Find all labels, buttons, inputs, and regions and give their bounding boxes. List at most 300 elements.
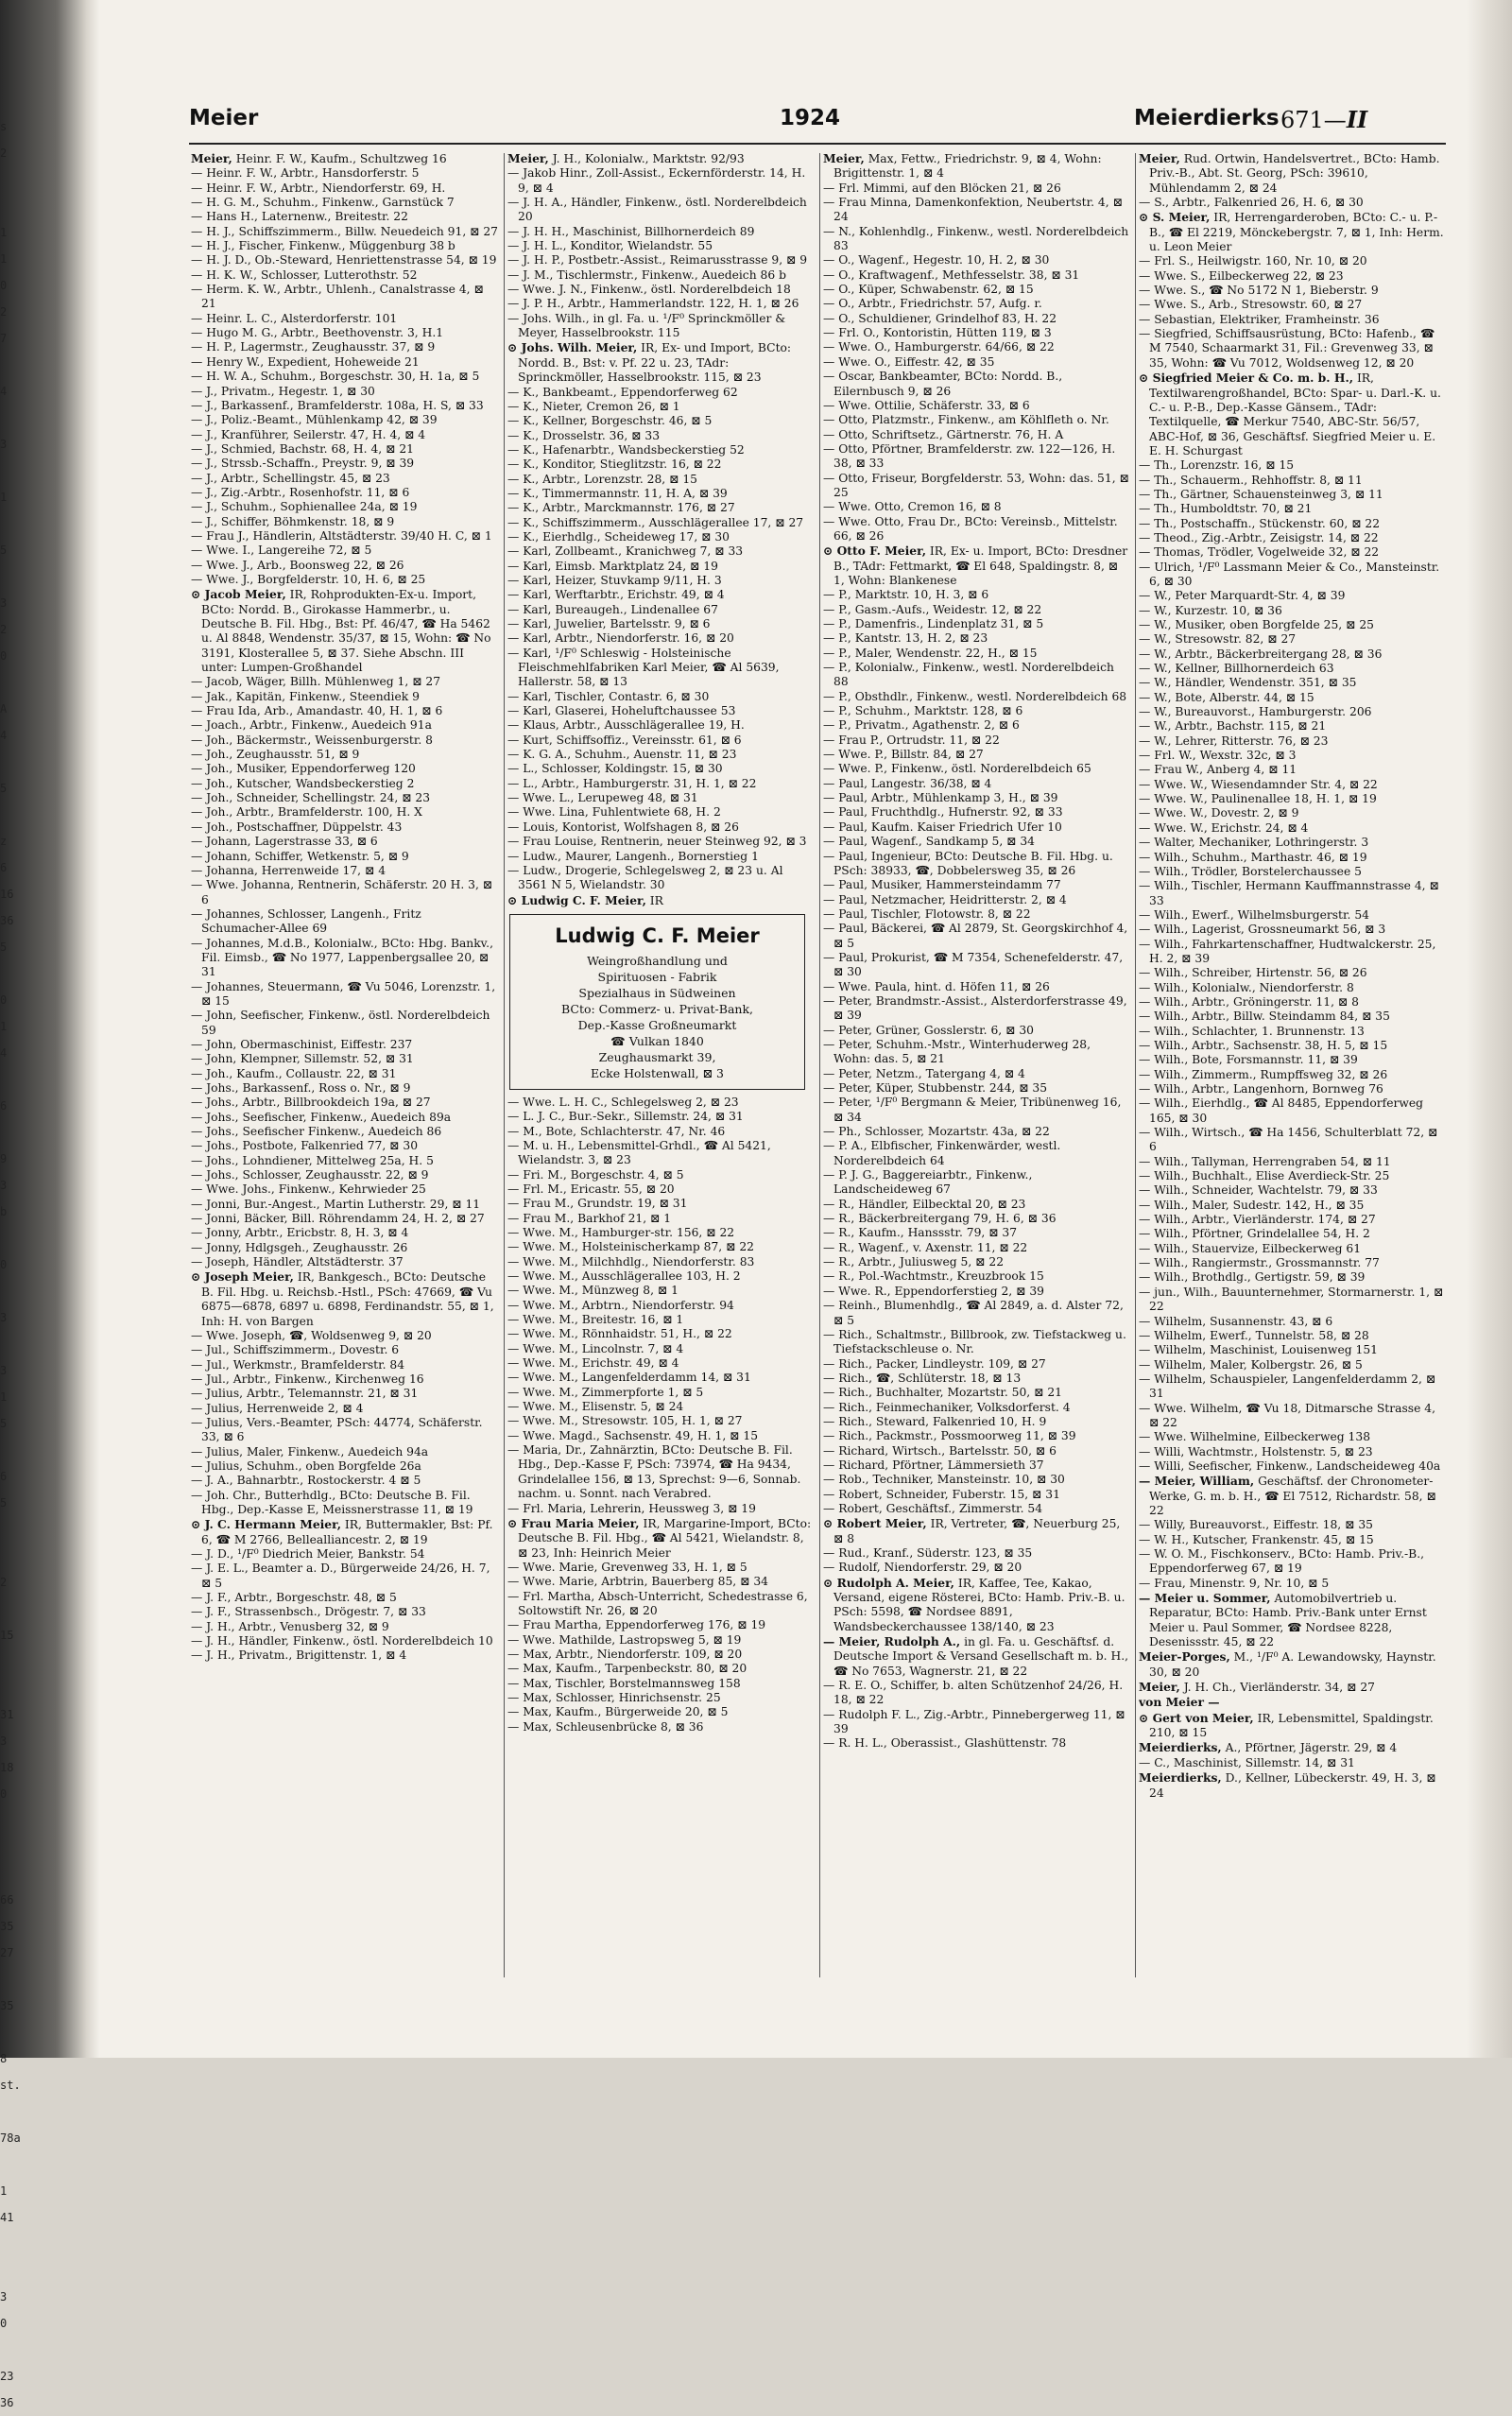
directory-entry: — Willy, Bureauvorst., Eiffestr. 18, ⊠ 35 — [1139, 1518, 1373, 1532]
directory-entry: — W., Kellner, Billhornerdeich 63 — [1139, 662, 1334, 676]
directory-entry: — Karl, Eimsb. Marktplatz 24, ⊠ 19 — [507, 559, 718, 573]
directory-entry: — Wwe. Marie, Arbtrin, Bauerberg 85, ⊠ 34 — [507, 1575, 768, 1589]
directory-entry: — K., Konditor, Stieglitzstr. 16, ⊠ 22 — [507, 457, 722, 472]
directory-entry: — Frl. W., Wexstr. 32c, ⊠ 3 — [1139, 749, 1297, 763]
advertisement-line: Weingroßhandlung und — [587, 953, 728, 968]
directory-entry: — Frl. M., Ericastr. 55, ⊠ 20 — [507, 1182, 675, 1196]
directory-entry: — P. A., Elbfischer, Finkenwärder, westl. Norderelbdeich 64 — [823, 1139, 1061, 1167]
directory-entry: — Wwe. J. N., Finkenw., östl. Norderelbdeich 18 — [507, 283, 791, 297]
directory-entry: — Wilhelm, Susannenstr. 43, ⊠ 6 — [1139, 1314, 1333, 1328]
header-right-keyword: Meierdierks — [1134, 106, 1280, 130]
directory-entry: — R., Kaufm., Hanssstr. 79, ⊠ 37 — [823, 1226, 1018, 1240]
directory-entry: Meier, J. H. Ch., Vierländerstr. 34, ⊠ 27 — [1139, 1680, 1375, 1695]
directory-entry: — Wwe. Wilhelmine, Eilbeckerweg 138 — [1139, 1430, 1371, 1444]
directory-entry: — Frau Minna, Damenkonfektion, Neubertstr. 4, ⊠ 24 — [823, 196, 1123, 224]
directory-entry: — M., Bote, Schlachterstr. 47, Nr. 46 — [507, 1124, 726, 1138]
directory-entry: — J., Kranführer, Seilerstr. 47, H. 4, ⊠ 4 — [191, 427, 426, 441]
directory-entry: — Wwe. Johs., Finkenw., Kehrwieder 25 — [191, 1182, 426, 1197]
directory-entry: — J., Arbtr., Schellingstr. 45, ⊠ 23 — [191, 471, 390, 485]
directory-entry: — Wwe. J., Arb., Boonsweg 22, ⊠ 26 — [191, 558, 404, 572]
directory-entry: — Wwe. M., Zimmerpforte 1, ⊠ 5 — [507, 1385, 704, 1399]
directory-entry: — Johs., Postbote, Falkenried 77, ⊠ 30 — [191, 1139, 419, 1153]
directory-entry: — N., Kohlenhdlg., Finkenw., westl. Norderelbdeich 83 — [823, 224, 1129, 253]
directory-entry: ⊙ Rudolph A. Meier, IR, Kaffee, Tee, Kakao, Versand, eigene Rösterei, BCto: Hamb. Priv.-B. u. PSch: 5598, ☎ Nordsee 8891, Wandsbeckerchaussee 138/140, ⊠ 23 — [823, 1575, 1125, 1633]
directory-entry: — Wilhelm, Ewerf., Tunnelstr. 58, ⊠ 28 — [1139, 1328, 1369, 1342]
directory-entry: — J. H. P., Postbetr.-Assist., Reimarusstrasse 9, ⊠ 9 — [507, 253, 808, 267]
advertisement-line: Spezialhaus in Südweinen — [578, 985, 736, 1000]
directory-entry: — K., Nieter, Cremon 26, ⊠ 1 — [507, 399, 680, 413]
advertisement-box — [509, 914, 805, 1090]
directory-entry: — Wilh., Tischler, Hermann Kauffmannstrasse 4, ⊠ 33 — [1139, 879, 1439, 907]
directory-entry: — Robert, Schneider, Fuberstr. 15, ⊠ 31 — [823, 1487, 1060, 1501]
directory-entry: — Wwe. Otto, Frau Dr., BCto: Vereinsb., Mittelstr. 66, ⊠ 26 — [823, 514, 1118, 543]
entry-name-bold: ⊙ Rudolph A. Meier, — [823, 1575, 954, 1590]
directory-entry: — W., Arbtr., Bachstr. 115, ⊠ 21 — [1139, 719, 1327, 733]
directory-entry: ⊙ Jacob Meier, IR, Rohprodukten-Ex-u. Import, BCto: Nordd. B., Girokasse Hammerbr., u. Deutsche B. Fil. Hbg., Bst: Pf. 46/47, ☎ Ha 5462 u. Al 8848, Wendenstr. 35/37, ⊠ 15, Wohn: ☎ No 3191, Klosterallee 5, ⊠ 37. Siehe Abschn. III unter: Lumpen-Großhandel — [191, 587, 491, 675]
directory-entry: — O., Schuldiener, Grindelhof 83, H. 22 — [823, 311, 1057, 325]
column-divider — [504, 153, 505, 1977]
directory-entry: — Ludw., Maurer, Langenh., Bornerstieg 1 — [507, 849, 759, 863]
directory-entry: — Wwe. W., Wiesendamnder Str. 4, ⊠ 22 — [1139, 777, 1378, 791]
directory-entry: — R., Händler, Eilbecktal 20, ⊠ 23 — [823, 1197, 1026, 1211]
directory-entry: — Karl, Bureaugeh., Lindenallee 67 — [507, 602, 718, 616]
directory-entry: — J. M., Tischlermstr., Finkenw., Auedeich 86 b — [507, 267, 786, 282]
directory-entry: — Peter, Schuhm.-Mstr., Winterhuderweg 28, Wohn: das. 5, ⊠ 21 — [823, 1037, 1091, 1066]
directory-entry: — Frl. S., Heilwigstr. 160, Nr. 10, ⊠ 20 — [1139, 254, 1367, 268]
directory-entry: — Johs., Lohndiener, Mittelweg 25a, H. 5 — [191, 1153, 434, 1167]
directory-entry: — Otto, Platzmstr., Finkenw., am Köhlfleth o. Nr. — [823, 413, 1109, 427]
directory-entry: — Rud., Kranf., Süderstr. 123, ⊠ 35 — [823, 1546, 1033, 1560]
directory-entry: — Ulrich, ¹/F⁰ Lassmann Meier & Co., Mansteinstr. 6, ⊠ 30 — [1139, 560, 1440, 588]
directory-entry: — Frau P., Ortrudstr. 11, ⊠ 22 — [823, 733, 1000, 747]
directory-entry: — Jul., Werkmstr., Bramfelderstr. 84 — [191, 1357, 405, 1372]
directory-entry: — Frau M., Grundstr. 19, ⊠ 31 — [507, 1197, 688, 1211]
directory-entry: — W., Peter Marquardt-Str. 4, ⊠ 39 — [1139, 589, 1346, 603]
directory-entry: — J. H. H., Maschinist, Billhornerdeich 89 — [507, 224, 755, 238]
directory-entry: — Wwe. M., Lincolnstr. 7, ⊠ 4 — [507, 1341, 684, 1355]
directory-entry: — H. K. W., Schlosser, Lutterothstr. 52 — [191, 267, 418, 282]
directory-entry: Meier, Max, Fettw., Friedrichstr. 9, ⊠ 4, Wohn: Brigittenstr. 1, ⊠ 4 — [823, 151, 1102, 181]
directory-entry: — J. H., Arbtr., Venusberg 32, ⊠ 9 — [191, 1619, 389, 1633]
directory-column-4 — [1139, 151, 1446, 1980]
entry-name-bold: Meier, — [1139, 151, 1180, 165]
directory-entry: — Rich., ☎, Schlüterstr. 18, ⊠ 13 — [823, 1371, 1022, 1385]
directory-entry: ⊙ Johs. Wilh. Meier, IR, Ex- und Import, BCto: Nordd. B., Bst: v. Pf. 22 u. 23, TAdr: Sprinckmöller, Hasselbrookstr. 115, ⊠ 23 — [507, 340, 792, 385]
directory-entry: — W., Kurzestr. 10, ⊠ 36 — [1139, 603, 1282, 617]
directory-entry: — Johs. Wilh., in gl. Fa. u. ¹/F⁰ Sprinckmöller & Meyer, Hasselbrookstr. 115 — [507, 311, 786, 340]
directory-entry: — Wwe. O., Eiffestr. 42, ⊠ 35 — [823, 354, 995, 369]
directory-entry: — Wwe. M., Ausschlägerallee 103, H. 2 — [507, 1269, 741, 1283]
directory-entry: — Wwe. M., Erichstr. 49, ⊠ 4 — [507, 1356, 679, 1371]
directory-entry: — Wwe. M., Holsteinischerkamp 87, ⊠ 22 — [507, 1240, 754, 1254]
entry-name-bold: ⊙ Ludwig C. F. Meier, — [507, 892, 646, 907]
directory-entry: — Wwe. M., Rönnhaidstr. 51, H., ⊠ 22 — [507, 1327, 732, 1341]
directory-entry: — Wilh., Schuhm., Marthastr. 46, ⊠ 19 — [1139, 850, 1367, 864]
directory-entry: — Frl. Mimmi, auf den Blöcken 21, ⊠ 26 — [823, 181, 1061, 195]
header-year: 1924 — [780, 106, 841, 130]
directory-entry: — H. P., Lagermstr., Zeughausstr. 37, ⊠ 9 — [191, 340, 436, 354]
directory-entry: — J., Schuhm., Sophienallee 24a, ⊠ 19 — [191, 500, 418, 514]
directory-entry: ⊙ Robert Meier, IR, Vertreter, ☎, Neuerburg 25, ⊠ 8 — [823, 1516, 1121, 1545]
directory-entry: — Joh., Schneider, Schellingstr. 24, ⊠ 23 — [191, 791, 431, 805]
advertisement-line: Ecke Holstenwall, ⊠ 3 — [591, 1065, 724, 1080]
directory-entry: — Jonny, Arbtr., Ericbstr. 8, H. 3, ⊠ 4 — [191, 1226, 409, 1240]
directory-entry: — Wwe. J., Borgfelderstr. 10, H. 6, ⊠ 25 — [191, 572, 426, 586]
directory-entry: — Hugo M. G., Arbtr., Beethovenstr. 3, H.1 — [191, 326, 444, 340]
directory-entry: — W., Stresowstr. 82, ⊠ 27 — [1139, 632, 1297, 647]
directory-entry: — J. F., Arbtr., Borgeschstr. 48, ⊠ 5 — [191, 1591, 397, 1605]
entry-name-bold: Meier, — [191, 151, 232, 165]
directory-entry: — Meier, Rudolph A., in gl. Fa. u. Geschäftsf. d. Deutsche Import & Versand Gesellschaft m. b. H., ☎ No 7653, Wagnerstr. 21, ⊠ 22 — [823, 1634, 1129, 1678]
directory-entry: — Karl, Tischler, Contastr. 6, ⊠ 30 — [507, 689, 710, 703]
previous-page-edge-text: s 2 1 1 0 2 7 4 3 1 5 3 2 0 A 4 5 z 6 16 36 5 0 1 4 6 9 3 b 0 3 3 1 5 6 5 2 15 31 3 18 0 66 35 27 35 8 st. 78a 1 41 3 0 23 36 — [0, 120, 21, 2409]
directory-entry: — P., Kantstr. 13, H. 2, ⊠ 23 — [823, 631, 988, 646]
entry-name-bold: Meierdierks, — [1139, 1740, 1222, 1755]
directory-entry: — Willi, Wachtmstr., Holstenstr. 5, ⊠ 23 — [1139, 1444, 1373, 1458]
directory-entry: — Wilh., Trödler, Borstelerchaussee 5 — [1139, 864, 1362, 878]
directory-entry: — J., Schiffer, Böhmkenstr. 18, ⊠ 9 — [191, 514, 395, 528]
directory-entry: — K., Schiffszimmerm., Ausschlägerallee 17, ⊠ 27 — [507, 515, 804, 529]
directory-entry: — Wwe. Otto, Cremon 16, ⊠ 8 — [823, 500, 1002, 514]
directory-entry: Meier, Rud. Ortwin, Handelsvertret., BCto: Hamb. Priv.-B., Abt. St. Georg, PSch: 39610, Mühlendamm 2, ⊠ 24 — [1139, 151, 1440, 195]
directory-entry: — Max, Schleusenbrücke 8, ⊠ 36 — [507, 1719, 704, 1734]
directory-entry: — Julius, Vers.-Beamter, PSch: 44774, Schäferstr. 33, ⊠ 6 — [191, 1415, 483, 1444]
directory-entry: — Louis, Kontorist, Wolfshagen 8, ⊠ 26 — [507, 820, 739, 834]
directory-entry: — Jonni, Bur.-Angest., Martin Lutherstr. 29, ⊠ 11 — [191, 1197, 481, 1211]
directory-entry: — J., Zig.-Arbtr., Rosenhofstr. 11, ⊠ 6 — [191, 485, 410, 499]
column-divider — [1135, 153, 1136, 1977]
directory-entry: — J., Strssb.-Schaffn., Preystr. 9, ⊠ 39 — [191, 457, 415, 471]
directory-entry: — Joh., Kaufm., Collaustr. 22, ⊠ 31 — [191, 1066, 397, 1080]
directory-entry: — Wwe. Lina, Fuhlentwiete 68, H. 2 — [507, 805, 721, 820]
directory-entry: — P., Marktstr. 10, H. 3, ⊠ 6 — [823, 588, 989, 602]
directory-entry: — J. D., ¹/F⁰ Diedrich Meier, Bankstr. 54 — [191, 1547, 425, 1561]
directory-entry: — Johs., Arbtr., Billbrookdeich 19a, ⊠ 27 — [191, 1096, 431, 1110]
directory-entry: — P., Kolonialw., Finkenw., westl. Norderelbdeich 88 — [823, 661, 1114, 689]
directory-entry: — R., Bäckerbreitergang 79, H. 6, ⊠ 36 — [823, 1212, 1057, 1226]
directory-entry: — K., Arbtr., Lorenzstr. 28, ⊠ 15 — [507, 472, 697, 486]
entry-name-bold: — Meier, Rudolph A., — [823, 1634, 961, 1649]
directory-entry: — Ludw., Drogerie, Schlegelsweg 2, ⊠ 23 u. Al 3561 N 5, Wielandstr. 30 — [507, 863, 783, 892]
directory-entry: — Robert, Geschäftsf., Zimmerstr. 54 — [823, 1501, 1043, 1515]
directory-entry: — J. H., Privatm., Brigittenstr. 1, ⊠ 4 — [191, 1648, 407, 1663]
directory-entry: — Wwe. W., Dovestr. 2, ⊠ 9 — [1139, 806, 1299, 820]
directory-entry: — Joh. Chr., Butterhdlg., BCto: Deutsche B. Fil. Hbg., Dep.-Kasse E, Meissnerstrasse 11, ⊠ 19 — [191, 1488, 473, 1516]
entry-name-bold: ⊙ Robert Meier, — [823, 1516, 927, 1531]
header-rule — [189, 143, 1446, 145]
directory-entry: — Wilh., Schlachter, 1. Brunnenstr. 13 — [1139, 1024, 1365, 1038]
directory-entry: — W., Musiker, oben Borgfelde 25, ⊠ 25 — [1139, 618, 1374, 631]
directory-entry: — jun., Wilh., Bauunternehmer, Stormarnerstr. 1, ⊠ 22 — [1139, 1285, 1444, 1314]
directory-entry: — Max, Kaufm., Bürgerweide 20, ⊠ 5 — [507, 1705, 729, 1719]
directory-entry: — Johannes, M.d.B., Kolonialw., BCto: Hbg. Bankv., Fil. Eimsb., ☎ No 1977, Lappenbergsallee 20, ⊠ 31 — [191, 936, 493, 979]
entry-name-bold: Meierdierks, — [1139, 1770, 1222, 1786]
directory-entry: — W., Bote, Alberstr. 44, ⊠ 15 — [1139, 690, 1314, 704]
directory-entry: — O., Arbtr., Friedrichstr. 57, Aufg. r. — [823, 297, 1042, 311]
directory-entry: — W., Bureauvorst., Hamburgerstr. 206 — [1139, 705, 1372, 719]
directory-entry: — Wilh., Rangiermstr., Grossmannstr. 77 — [1139, 1256, 1380, 1270]
directory-entry: — Herm. K. W., Arbtr., Uhlenh., Canalstrasse 4, ⊠ 21 — [191, 283, 484, 311]
directory-entry: — Wwe. R., Eppendorferstieg 2, ⊠ 39 — [823, 1284, 1044, 1298]
directory-entry: — Karl, Werftarbtr., Erichstr. 49, ⊠ 4 — [507, 588, 725, 602]
directory-entry: — J., Schmied, Bachstr. 68, H. 4, ⊠ 21 — [191, 441, 414, 456]
directory-entry: — K., Arbtr., Marckmannstr. 176, ⊠ 27 — [507, 501, 735, 515]
directory-entry: — Wilh., Ewerf., Wilhelmsburgerstr. 54 — [1139, 907, 1369, 922]
directory-entry: — K., Bankbeamt., Eppendorferweg 62 — [507, 385, 738, 399]
directory-entry: — Jonni, Bäcker, Bill. Röhrendamm 24, H. 2, ⊠ 27 — [191, 1212, 485, 1226]
directory-entry: — Joh., Kutscher, Wandsbeckerstieg 2 — [191, 776, 415, 790]
directory-entry: — Wwe. L., Lerupeweg 48, ⊠ 31 — [507, 791, 698, 805]
directory-entry: — P., Obsthdlr., Finkenw., westl. Norderelbdeich 68 — [823, 689, 1127, 703]
entry-name-bold: ⊙ Otto F. Meier, — [823, 544, 926, 559]
directory-entry: — Wwe. P., Finkenw., östl. Norderelbdeich 65 — [823, 762, 1091, 776]
directory-entry: — Karl, Juwelier, Bartelsstr. 9, ⊠ 6 — [507, 617, 711, 630]
directory-entry: — Rudolph F. L., Zig.-Arbtr., Pinnebergerweg 11, ⊠ 39 — [823, 1707, 1125, 1736]
directory-entry — [1139, 1695, 1446, 1710]
directory-entry: — Peter, Brandmstr.-Assist., Alsterdorferstrasse 49, ⊠ 39 — [823, 993, 1127, 1023]
directory-entry: — Wwe. M., Elisenstr. 5, ⊠ 24 — [507, 1400, 684, 1414]
directory-entry: — Reinh., Blumenhdlg., ☎ Al 2849, a. d. Alster 72, ⊠ 5 — [823, 1299, 1124, 1327]
directory-entry: Meierdierks, A., Pförtner, Jägerstr. 29, ⊠ 4 — [1139, 1740, 1398, 1755]
directory-entry: — Wilh., Arbtr., Gröningerstr. 11, ⊠ 8 — [1139, 994, 1359, 1009]
directory-entry: — Johs., Seefischer Finkenw., Auedeich 86 — [191, 1125, 442, 1139]
directory-column-3 — [823, 151, 1130, 1980]
page-right-edge — [1467, 0, 1512, 2058]
directory-entry: — Julius, Schuhm., oben Borgfelde 26a — [191, 1458, 421, 1473]
directory-entry: — Jul., Arbtr., Finkenw., Kirchenweg 16 — [191, 1372, 424, 1386]
directory-entry: — L. J. C., Bur.-Sekr., Sillemstr. 24, ⊠ 31 — [507, 1110, 744, 1124]
directory-entry: — Rudolf, Niendorferstr. 29, ⊠ 20 — [823, 1561, 1022, 1575]
directory-entry: — P., Privatm., Agathenstr. 2, ⊠ 6 — [823, 718, 1020, 733]
entry-name-bold: ⊙ J. C. Hermann Meier, — [191, 1517, 342, 1532]
directory-entry: — Wwe. M., Hamburger-str. 156, ⊠ 22 — [507, 1225, 735, 1239]
directory-entry: — C., Maschinist, Sillemstr. 14, ⊠ 31 — [1139, 1755, 1355, 1769]
page-number: 671—II — [1280, 106, 1368, 133]
directory-entry: Meier-Porges, M., ¹/F⁰ A. Lewandowsky, Haynstr. 30, ⊠ 20 — [1139, 1649, 1436, 1679]
directory-entry: — Peter, Grüner, Gosslerstr. 6, ⊠ 30 — [823, 1023, 1034, 1037]
directory-entry: — Jul., Schiffszimmerm., Dovestr. 6 — [191, 1343, 400, 1357]
directory-entry: — J. H., Händler, Finkenw., östl. Norderelbdeich 10 — [191, 1634, 493, 1648]
directory-entry: — Frau Martha, Eppendorferweg 176, ⊠ 19 — [507, 1618, 766, 1632]
directory-entry: — P., Damenfris., Lindenplatz 31, ⊠ 5 — [823, 617, 1044, 630]
directory-entry: — Joh., Postschaffner, Düppelstr. 43 — [191, 820, 403, 834]
directory-entry: — Wilh., Eierhdlg., ☎ Al 8485, Eppendorferweg 165, ⊠ 30 — [1139, 1096, 1424, 1125]
directory-entry: — L., Arbtr., Hamburgerstr. 31, H. 1, ⊠ 22 — [507, 776, 757, 790]
directory-entry: — Th., Humboldtstr. 70, ⊠ 21 — [1139, 502, 1313, 516]
directory-entry: — Klaus, Arbtr., Ausschlägerallee 19, H. — [507, 718, 745, 733]
directory-entry: — Willi, Seefischer, Finkenw., Landscheideweg 40a — [1139, 1458, 1441, 1473]
directory-entry: — O., Kraftwagenf., Methfesselstr. 38, ⊠ 31 — [823, 267, 1080, 282]
directory-entry: — Th., Schauerm., Rehhoffstr. 8, ⊠ 11 — [1139, 473, 1363, 487]
entry-name-bold: ⊙ S. Meier, — [1139, 210, 1211, 225]
directory-entry: — Wilh., Maler, Sudestr. 142, H., ⊠ 35 — [1139, 1198, 1365, 1212]
directory-entry: — Wwe. Mathilde, Lastropsweg 5, ⊠ 19 — [507, 1632, 742, 1647]
directory-entry: — R., Pol.-Wachtmstr., Kreuzbrook 15 — [823, 1269, 1044, 1284]
directory-entry: — H. G. M., Schuhm., Finkenw., Garnstück 7 — [191, 196, 455, 210]
directory-entry: — Wwe. Marie, Grevenweg 33, H. 1, ⊠ 5 — [507, 1560, 747, 1574]
directory-entry: — Frl. Maria, Lehrerin, Heussweg 3, ⊠ 19 — [507, 1501, 756, 1515]
directory-entry: — J., Privatm., Hegestr. 1, ⊠ 30 — [191, 384, 375, 398]
directory-entry: — P., Maler, Wendenstr. 22, H., ⊠ 15 — [823, 646, 1038, 660]
directory-entry: — Jacob, Wäger, Billh. Mühlenweg 1, ⊠ 27 — [191, 675, 441, 689]
directory-entry: — Otto, Friseur, Borgfelderstr. 53, Wohn: das. 51, ⊠ 25 — [823, 471, 1129, 499]
directory-entry: — H. J., Schiffszimmerm., Billw. Neuedeich 91, ⊠ 27 — [191, 224, 498, 238]
directory-entry: — Wwe. M., Breitestr. 16, ⊠ 1 — [507, 1313, 684, 1327]
directory-entry: Meierdierks, D., Kellner, Lübeckerstr. 49, H. 3, ⊠ 24 — [1139, 1770, 1436, 1800]
directory-entry: — John, Seefischer, Finkenw., östl. Norderelbdeich 59 — [191, 1009, 490, 1037]
directory-entry: — R. H. L., Oberassist., Glashüttenstr. 78 — [823, 1736, 1067, 1751]
directory-entry: — Karl, Arbtr., Niendorferstr. 16, ⊠ 20 — [507, 631, 734, 646]
directory-entry: — Rich., Packer, Lindleystr. 109, ⊠ 27 — [823, 1356, 1046, 1371]
directory-entry: — M. u. H., Lebensmittel-Grhdl., ☎ Al 5421, Wielandstr. 3, ⊠ 23 — [507, 1138, 771, 1167]
directory-entry: — Paul, Bäckerei, ☎ Al 2879, St. Georgskirchhof 4, ⊠ 5 — [823, 922, 1128, 950]
directory-entry: — Joh., Zeughausstr. 51, ⊠ 9 — [191, 748, 360, 762]
advertisement-line: BCto: Commerz- u. Privat-Bank, — [560, 1001, 754, 1016]
advertisement-line: ☎ Vulkan 1840 — [610, 1033, 704, 1048]
directory-entry: — J., Poliz.-Beamt., Mühlenkamp 42, ⊠ 39 — [191, 413, 438, 427]
directory-entry: — Karl, Glaserei, Hoheluftchaussee 53 — [507, 704, 736, 718]
directory-entry: — Sebastian, Elektriker, Framheinstr. 36 — [1139, 312, 1380, 326]
directory-entry: — Wwe. Ottilie, Schäferstr. 33, ⊠ 6 — [823, 398, 1030, 412]
directory-entry: — Johanna, Herrenweide 17, ⊠ 4 — [191, 863, 387, 877]
directory-column-1 — [191, 151, 498, 1980]
directory-entry: — Rich., Steward, Falkenried 10, H. 9 — [823, 1414, 1047, 1428]
directory-entry: — Wwe. S., ☎ No 5172 N 1, Bieberstr. 9 — [1139, 284, 1379, 298]
directory-entry: — Max, Schlosser, Hinrichsenstr. 25 — [507, 1690, 721, 1704]
directory-entry: — Hans H., Laternenw., Breitestr. 22 — [191, 210, 408, 224]
directory-entry: — Paul, Prokurist, ☎ M 7354, Schenefelderstr. 47, ⊠ 30 — [823, 950, 1124, 979]
directory-entry: — Heinr. F. W., Arbtr., Hansdorferstr. 5 — [191, 166, 420, 181]
directory-entry: — Rich., Buchhalter, Mozartstr. 50, ⊠ 21 — [823, 1386, 1062, 1400]
directory-entry: — Joh., Arbtr., Bramfelderstr. 100, H. X — [191, 805, 422, 820]
directory-entry: — Rich., Schaltmstr., Billbrook, zw. Tiefstackweg u. Tiefstackschleuse o. Nr. — [823, 1327, 1126, 1356]
directory-entry: — Wilh., Zimmerm., Rumpffsweg 32, ⊠ 26 — [1139, 1067, 1388, 1081]
directory-entry: — P., Schuhm., Marktstr. 128, ⊠ 6 — [823, 704, 1023, 718]
directory-entry: — Wilh., Arbtr., Langenhorn, Bornweg 76 — [1139, 1082, 1383, 1096]
directory-entry: — H. J., Fischer, Finkenw., Müggenburg 38 b — [191, 239, 455, 253]
directory-entry: — Peter, Küper, Stubbenstr. 244, ⊠ 35 — [823, 1081, 1048, 1095]
directory-entry: — Paul, Musiker, Hammersteindamm 77 — [823, 878, 1061, 892]
directory-entry: — Johann, Schiffer, Wetkenstr. 5, ⊠ 9 — [191, 849, 409, 863]
directory-entry: — Thomas, Trödler, Vogelweide 32, ⊠ 22 — [1139, 545, 1380, 560]
directory-entry: — Max, Tischler, Borstelmannsweg 158 — [507, 1676, 741, 1690]
directory-entry: — Wwe. M., Arbtrn., Niendorferstr. 94 — [507, 1298, 734, 1312]
directory-entry: — Wwe. M., Stresowstr. 105, H. 1, ⊠ 27 — [507, 1414, 743, 1428]
directory-entry: — Frau W., Anberg 4, ⊠ 11 — [1139, 763, 1297, 777]
directory-entry: — Wilh., Pförtner, Grindelallee 54, H. 2 — [1139, 1227, 1370, 1241]
entry-name-bold: ⊙ Johs. Wilh. Meier, — [507, 340, 638, 355]
directory-entry: — Wilh., Arbtr., Vierländerstr. 174, ⊠ 27 — [1139, 1213, 1376, 1227]
directory-entry: — W. O. M., Fischkonserv., BCto: Hamb. Priv.-B., Eppendorferweg 67, ⊠ 19 — [1139, 1547, 1425, 1576]
directory-entry: — K. G. A., Schuhm., Auenstr. 11, ⊠ 23 — [507, 748, 737, 762]
directory-entry: — Rich., Packmstr., Possmoorweg 11, ⊠ 39 — [823, 1429, 1076, 1443]
directory-entry: — Paul, Ingenieur, BCto: Deutsche B. Fil. Hbg. u. PSch: 38933, ☎, Dobbelersweg 35, ⊠ 26 — [823, 849, 1113, 877]
directory-entry: — Julius, Maler, Finkenw., Auedeich 94a — [191, 1444, 429, 1458]
directory-entry: — Wilh., Schreiber, Hirtenstr. 56, ⊠ 26 — [1139, 966, 1367, 980]
advertisement-line: Spirituosen - Fabrik — [597, 969, 717, 984]
directory-entry: — Johannes, Schlosser, Langenh., Fritz Schumacher-Allee 69 — [191, 906, 421, 936]
directory-entry: — Richard, Pförtner, Lämmersieth 37 — [823, 1458, 1044, 1472]
directory-entry: — Wwe. S., Eilbeckerweg 22, ⊠ 23 — [1139, 268, 1344, 283]
directory-entry: — Johs., Barkassenf., Ross o. Nr., ⊠ 9 — [191, 1081, 411, 1095]
directory-entry: — Wilh., Fahrkartenschaffner, Hudtwalckerstr. 25, H. 2, ⊠ 39 — [1139, 937, 1436, 965]
directory-entry: — Otto, Schriftsetz., Gärtnerstr. 76, H. A — [823, 427, 1064, 441]
entry-name-bold: ⊙ Joseph Meier, — [191, 1269, 294, 1285]
directory-entry: — Henry W., Expedient, Hoheweide 21 — [191, 354, 420, 369]
directory-entry: — Johs., Seefischer, Finkenw., Auedeich 89a — [191, 1110, 452, 1124]
directory-entry: — Kurt, Schiffsoffiz., Vereinsstr. 61, ⊠ 6 — [507, 733, 742, 747]
directory-entry: — Rob., Techniker, Mansteinstr. 10, ⊠ 30 — [823, 1473, 1065, 1487]
directory-entry: — Wwe. M., Langenfelderdamm 14, ⊠ 31 — [507, 1371, 751, 1385]
directory-entry: — Julius, Arbtr., Telemannstr. 21, ⊠ 31 — [191, 1387, 419, 1401]
directory-entry: — Max, Kaufm., Tarpenbeckstr. 80, ⊠ 20 — [507, 1662, 747, 1676]
directory-entry: — Maria, Dr., Zahnärztin, BCto: Deutsche B. Fil. Hbg., Dep.-Kasse F, PSch: 73974, ☎ Ha 9434, Grindelallee 156, ⊠ 13, Sprechst: 9—6, Sonnab. nachm. u. Sonnt. nach Verabred. — [507, 1443, 801, 1501]
directory-entry: — Fri. M., Borgeschstr. 4, ⊠ 5 — [507, 1167, 684, 1182]
directory-entry: — Karl, Zollbeamt., Kranichweg 7, ⊠ 33 — [507, 544, 744, 559]
directory-entry: ⊙ J. C. Hermann Meier, IR, Buttermakler, Bst: Pf. 6, ☎ M 2766, Bellealliancestr. 2, ⊠ 19 — [191, 1517, 493, 1546]
directory-entry: — J. H. A., Händler, Finkenw., östl. Norderelbdeich 20 — [507, 196, 807, 224]
directory-entry: — P. J. G., Baggereiarbtr., Finkenw., Landscheideweg 67 — [823, 1168, 1033, 1197]
directory-column-2 — [507, 151, 815, 1980]
entry-name-bold: ⊙ Frau Maria Meier, — [507, 1515, 640, 1530]
directory-entry: — Paul, Langestr. 36/38, ⊠ 4 — [823, 776, 992, 790]
directory-entry: — Wwe. L. H. C., Schlegelsweg 2, ⊠ 23 — [507, 1095, 739, 1109]
directory-entry: — W. H., Kutscher, Frankenstr. 45, ⊠ 15 — [1139, 1532, 1374, 1546]
directory-entry: Meier, Heinr. F. W., Kaufm., Schultzweg 16 — [191, 151, 447, 165]
column-divider — [819, 153, 820, 1977]
entry-name-bold: — Meier u. Sommer, — [1139, 1591, 1271, 1606]
directory-entry: — Wilh., Arbtr., Billw. Steindamm 84, ⊠ 35 — [1139, 1010, 1390, 1024]
directory-entry: — W., Lehrer, Ritterstr. 76, ⊠ 23 — [1139, 733, 1329, 748]
directory-entry: — Wwe. M., Münzweg 8, ⊠ 1 — [507, 1284, 679, 1298]
directory-entry: — K., Kellner, Borgeschstr. 46, ⊠ 5 — [507, 414, 713, 428]
directory-entry: — J., Barkassenf., Bramfelderstr. 108a, H. S, ⊠ 33 — [191, 398, 484, 412]
directory-entry: — O., Wagenf., Hegestr. 10, H. 2, ⊠ 30 — [823, 253, 1050, 267]
directory-entry: — J. H. L., Konditor, Wielandstr. 55 — [507, 239, 713, 253]
directory-entry: — Joh., Bäckermstr., Weissenburgerstr. 8 — [191, 733, 433, 747]
directory-entry: — Heinr. F. W., Arbtr., Niendorferstr. 69, H. — [191, 181, 446, 195]
directory-entry: — Wilhelm, Maler, Kolbergstr. 26, ⊠ 5 — [1139, 1357, 1363, 1372]
directory-entry: — Joseph, Händler, Altstädterstr. 37 — [191, 1255, 404, 1269]
directory-entry: — H. J. D., Ob.-Steward, Henriettenstrasse 54, ⊠ 19 — [191, 253, 497, 267]
directory-entry: ⊙ Ludwig C. F. Meier, IR — [507, 892, 663, 907]
directory-entry: — Heinr. L. C., Alsterdorferstr. 101 — [191, 311, 398, 325]
directory-entry: — J. A., Bahnarbtr., Rostockerstr. 4 ⊠ 5 — [191, 1474, 421, 1488]
directory-entry: — J. P. H., Arbtr., Hammerlandstr. 122, H. 1, ⊠ 26 — [507, 297, 799, 311]
entry-name-bold: von Meier — — [1139, 1695, 1220, 1710]
entry-name-bold: Meier, — [507, 151, 549, 165]
directory-entry: — Th., Lorenzstr. 16, ⊠ 15 — [1139, 458, 1295, 473]
directory-entry: — Wilh., Buchhalt., Elise Averdieck-Str. 25 — [1139, 1169, 1390, 1183]
directory-entry: — Paul, Wagenf., Sandkamp 5, ⊠ 34 — [823, 835, 1036, 849]
directory-entry: — Meier u. Sommer, Automobilvertrieb u. Reparatur, BCto: Hamb. Priv.-Bank unter Ernst Meier u. Paul Sommer, ☎ Nordsee 8228, Desenissstr. 45, ⊠ 22 — [1139, 1591, 1427, 1649]
entry-name-bold: Meier-Porges, — [1139, 1649, 1230, 1665]
directory-entry: — Otto, Pförtner, Bramfelderstr. zw. 122—126, H. 38, ⊠ 33 — [823, 441, 1116, 471]
directory-entry: — Wwe. P., Billstr. 84, ⊠ 27 — [823, 748, 984, 762]
directory-entry: — Paul, Netzmacher, Heidritterstr. 2, ⊠ 4 — [823, 892, 1067, 906]
directory-entry: — Wwe. Johanna, Rentnerin, Schäferstr. 20 H. 3, ⊠ 6 — [191, 878, 493, 906]
directory-entry: — Meier, William, Geschäftsf. der Chronometer-Werke, G. m. b. H., ☎ El 7512, Richardstr. 58, ⊠ 22 — [1139, 1474, 1436, 1517]
directory-entry: — Wwe. I., Langereihe 72, ⊠ 5 — [191, 544, 372, 558]
directory-entry: — Wilh., Stauervize, Eilbeckerweg 61 — [1139, 1241, 1362, 1255]
directory-entry: — Siegfried, Schiffsausrüstung, BCto: Hafenb., ☎ M 7540, Schaarmarkt 31, Fil.: Grevenweg 33, ⊠ 35, Wohn: ☎ Vu 7012, Woldsenweg 12, ⊠ 20 — [1139, 327, 1435, 370]
directory-entry: — O., Küper, Schwabenstr. 62, ⊠ 15 — [823, 283, 1034, 297]
directory-entry: — Johs., Schlosser, Zeughausstr. 22, ⊠ 9 — [191, 1168, 429, 1182]
directory-entry: — Wilh., Bote, Forsmannstr. 11, ⊠ 39 — [1139, 1053, 1358, 1067]
directory-entry: — Oscar, Bankbeamter, BCto: Nordd. B., Eilernbusch 9, ⊠ 26 — [823, 370, 1063, 398]
directory-entry: ⊙ Frau Maria Meier, IR, Margarine-Import, BCto: Deutsche B. Fil. Hbg., ☎ Al 5421, Wielandstr. 8, ⊠ 23, Inh: Heinrich Meier — [507, 1515, 812, 1560]
entry-name-bold: ⊙ Jacob Meier, — [191, 587, 286, 602]
